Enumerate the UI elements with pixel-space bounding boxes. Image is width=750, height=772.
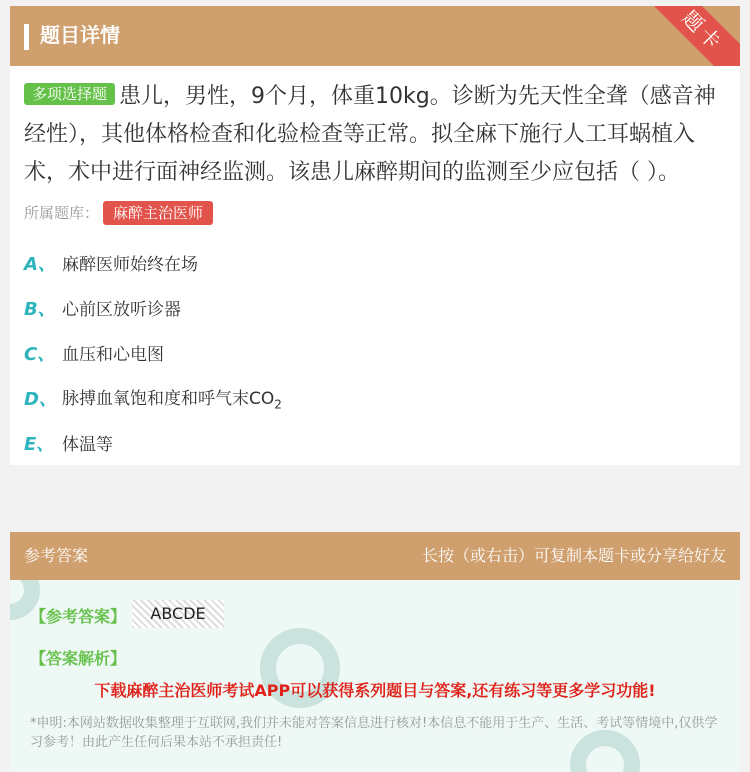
- option-key: E、: [24, 433, 55, 455]
- answer-value[interactable]: ABCDE: [132, 600, 224, 628]
- option-text: 麻醉医师始终在场: [62, 255, 198, 275]
- answer-label: 【参考答案】: [30, 607, 127, 626]
- option-b[interactable]: [24, 285, 740, 330]
- share-hint: 长按（或右击）可复制本题卡或分享给好友: [421, 546, 726, 565]
- bank-label: 所属题库：: [24, 204, 100, 222]
- app-promo-link[interactable]: 下载麻醉主治医师考试APP可以获得系列题目与答案,还有练习等更多学习功能!: [94, 681, 656, 700]
- option-text-main: 脉搏血氧饱和度和呼气末CO: [62, 388, 275, 409]
- answer-section-title: 参考答案: [24, 546, 89, 565]
- option-key: C、: [24, 343, 56, 365]
- option-key: A、: [24, 253, 56, 275]
- question-card: [10, 6, 740, 465]
- option-text: 血压和心电图: [62, 345, 164, 365]
- option-text: 体温等: [62, 435, 113, 455]
- option-text-subscript: 2: [274, 397, 282, 412]
- option-e[interactable]: [24, 420, 740, 465]
- option-text: 心前区放听诊器: [62, 300, 181, 320]
- options-list: [10, 226, 740, 465]
- disclaimer-text: *申明:本网站数据收集整理于互联网,我们并未能对答案信息进行核对!本信息不能用于生产、生活、考试等情境中,仅供学习参考！由此产生任何后果本站不承担责任!: [30, 716, 718, 750]
- answer-section-header: [10, 532, 740, 580]
- bank-tag[interactable]: 麻醉主治医师: [103, 201, 213, 225]
- header-accent-bar: [24, 24, 29, 50]
- analysis-label: 【答案解析】: [30, 649, 127, 668]
- question-type-badge: 多项选择题: [24, 83, 115, 105]
- answer-section-body: [10, 580, 740, 772]
- option-key: B、: [24, 298, 56, 320]
- option-a[interactable]: [24, 240, 740, 285]
- question-stem: [24, 78, 726, 192]
- card-header: [10, 6, 740, 66]
- question-bank: [24, 200, 726, 226]
- option-key: D、: [24, 388, 57, 410]
- question-text: 患儿，男性，9个月，体重10kg。诊断为先天性全聋（感音神经性），其他体格检查和化验检查等正常。拟全麻下施行人工耳蜗植入术，术中进行面神经监测。该患儿麻醉期间的监测至少应包括（ ）。: [24, 84, 716, 185]
- option-d[interactable]: [24, 375, 740, 420]
- corner-ribbon: 题卡: [638, 6, 740, 66]
- option-c[interactable]: [24, 330, 740, 375]
- option-text: [62, 384, 282, 411]
- question-block: [10, 66, 740, 226]
- page-title: 题目详情: [40, 23, 120, 47]
